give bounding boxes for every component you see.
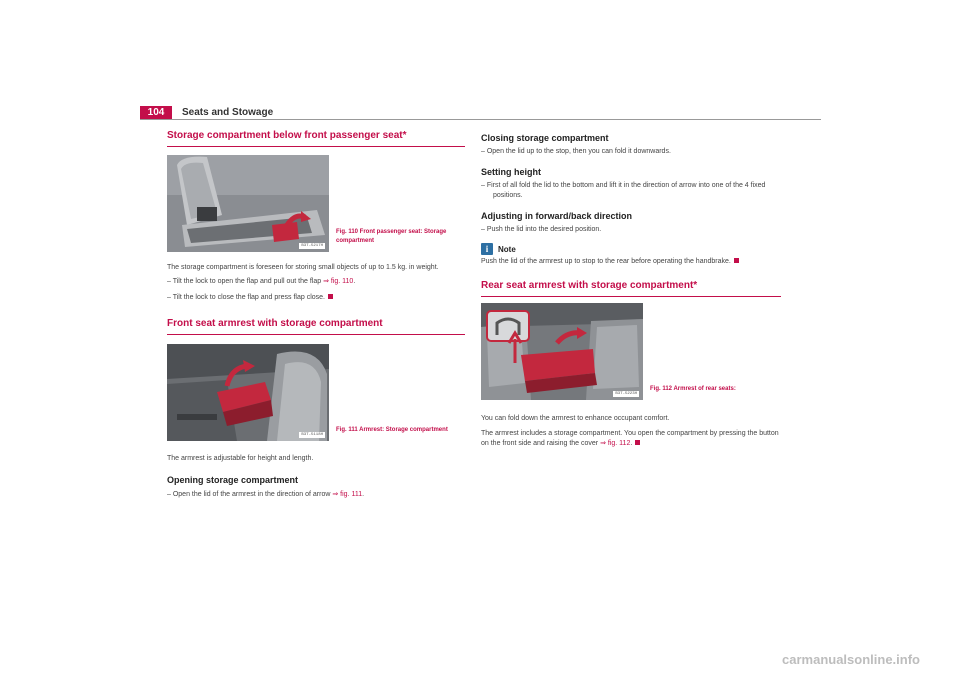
figure-112: [481, 303, 781, 400]
note-header: [481, 243, 781, 255]
fig-110-link[interactable]: ⇒ fig. 110: [323, 278, 354, 285]
fig-111-link[interactable]: ⇒ fig. 111: [332, 491, 363, 498]
page-number: 104: [140, 106, 172, 120]
passenger-seat-intro: The storage compartment is foreseen for storing small objects of up to 1.5 kg. in weight.: [167, 264, 439, 271]
setting-height-title: Setting height: [481, 167, 541, 177]
opening-storage-step: – Open the lid of the armrest in the direction of arrow ⇒ fig. 111.: [167, 491, 365, 498]
closing-storage-step: – Open the lid up to the stop, then you can fold it downwards.: [481, 148, 671, 155]
rear-armrest-illustration: [481, 303, 643, 400]
note-text: Push the lid of the armrest up to stop to the rear before operating the handbrake.: [481, 257, 781, 267]
figure-111: [167, 344, 465, 441]
section-title-rear-armrest: Rear seat armrest with storage compartment*: [481, 280, 781, 297]
figure-112-code: B3T-5223H: [615, 392, 637, 396]
forward-back-step: – Push the lid into the desired position.: [481, 226, 602, 233]
figure-112-image: [481, 303, 643, 400]
running-title: Seats and Stowage: [182, 107, 274, 118]
passenger-seat-illustration: [167, 155, 329, 252]
end-of-section-mark: [734, 258, 739, 263]
fig-112-link[interactable]: ⇒ fig. 112: [600, 440, 631, 447]
header-rule: [140, 119, 821, 120]
note-label: Note: [498, 244, 516, 254]
right-column: [481, 130, 781, 449]
rear-armrest-para-2: The armrest includes a storage compartment. You open the compartment by pressing the button on the front side and raising the cover ⇒ fig. 112.: [481, 430, 779, 447]
figure-112-caption: Fig. 112 Armrest of rear seats:: [650, 386, 736, 392]
section-title-front-armrest: Front seat armrest with storage compartment: [167, 318, 465, 335]
closing-storage-title: Closing storage compartment: [481, 133, 609, 143]
figure-111-image: [167, 344, 329, 441]
figure-111-code: B3T-5118H: [301, 433, 323, 437]
passenger-seat-step-2: – Tilt the lock to close the flap and press flap close.: [167, 293, 465, 303]
left-column: [167, 130, 465, 500]
passenger-seat-step-1: – Tilt the lock to open the flap and pull out the flap ⇒ fig. 110.: [167, 278, 356, 285]
forward-back-title: Adjusting in forward/back direction: [481, 211, 633, 221]
info-icon: i: [481, 243, 493, 255]
footer-watermark: carmanualsonline.info: [782, 652, 920, 667]
end-of-section-mark: [635, 440, 640, 445]
figure-110: [167, 155, 465, 252]
figure-110-image: [167, 155, 329, 252]
opening-storage-title: Opening storage compartment: [167, 475, 299, 485]
section-title-passenger-seat: Storage compartment below front passenger seat*: [167, 130, 465, 147]
end-of-section-mark: [328, 294, 333, 299]
setting-height-step: – First of all fold the lid to the bottom and lift it in the direction of arrow into one of the 4 fixed positions.: [481, 182, 766, 199]
figure-110-caption: Fig. 110 Front passenger seat: Storage compartment: [336, 229, 447, 244]
rear-armrest-para-1: You can fold down the armrest to enhance occupant comfort.: [481, 415, 670, 422]
front-armrest-illustration: [167, 344, 329, 441]
figure-111-caption: Fig. 111 Armrest: Storage compartment: [336, 427, 448, 433]
figure-110-code: B3T-5217H: [301, 244, 323, 248]
front-armrest-intro: The armrest is adjustable for height and length.: [167, 455, 314, 462]
